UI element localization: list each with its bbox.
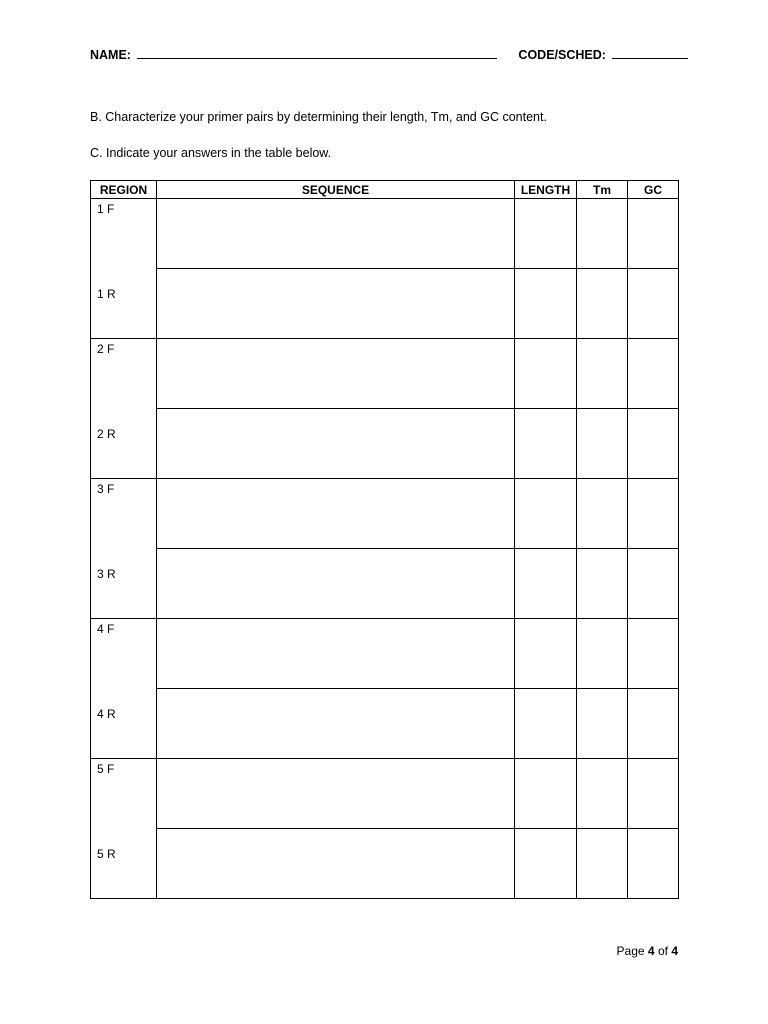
length-cell[interactable]	[515, 829, 577, 899]
sequence-cell[interactable]	[157, 409, 515, 479]
gc-cell[interactable]	[628, 759, 679, 829]
tm-cell[interactable]	[577, 549, 628, 619]
sequence-cell[interactable]	[157, 689, 515, 759]
column-header-region: REGION	[91, 181, 157, 199]
tm-cell[interactable]	[577, 829, 628, 899]
region-reverse-label: 5 R	[97, 847, 116, 861]
gc-cell[interactable]	[628, 339, 679, 409]
of-word: of	[657, 944, 668, 958]
column-header-length: LENGTH	[515, 181, 577, 199]
region-cell	[91, 479, 157, 619]
tm-cell[interactable]	[577, 689, 628, 759]
tm-cell[interactable]	[577, 269, 628, 339]
page-total: 4	[671, 944, 678, 958]
column-header-sequence: SEQUENCE	[157, 181, 515, 199]
length-cell[interactable]	[515, 409, 577, 479]
page-current: 4	[647, 944, 655, 958]
sequence-cell[interactable]	[157, 339, 515, 409]
region-cell	[91, 199, 157, 339]
region-reverse-label: 2 R	[97, 427, 116, 441]
page-word: Page	[616, 944, 645, 958]
table-row	[91, 829, 679, 899]
gc-cell[interactable]	[628, 549, 679, 619]
sequence-cell[interactable]	[157, 619, 515, 689]
region-reverse-label: 3 R	[97, 567, 116, 581]
sequence-cell[interactable]	[157, 549, 515, 619]
column-header-gc: GC	[628, 181, 679, 199]
gc-cell[interactable]	[628, 479, 679, 549]
table-row	[91, 759, 679, 829]
length-cell[interactable]	[515, 199, 577, 269]
table-row	[91, 199, 679, 269]
table-row	[91, 479, 679, 549]
table-row	[91, 619, 679, 689]
gc-cell[interactable]	[628, 619, 679, 689]
gc-cell[interactable]	[628, 829, 679, 899]
tm-cell[interactable]	[577, 199, 628, 269]
table-row	[91, 339, 679, 409]
column-header-tm: Tm	[577, 181, 628, 199]
region-cell	[91, 759, 157, 899]
length-cell[interactable]	[515, 759, 577, 829]
tm-cell[interactable]	[577, 619, 628, 689]
length-cell[interactable]	[515, 479, 577, 549]
sequence-cell[interactable]	[157, 479, 515, 549]
tm-cell[interactable]	[577, 479, 628, 549]
table-row	[91, 409, 679, 479]
gc-cell[interactable]	[628, 689, 679, 759]
gc-cell[interactable]	[628, 409, 679, 479]
code-sched-label: CODE/SCHED:	[518, 48, 606, 62]
sequence-cell[interactable]	[157, 829, 515, 899]
answer-table	[90, 180, 679, 899]
region-forward-label: 3 F	[97, 482, 115, 496]
table-body	[91, 199, 679, 899]
code-sched-blank[interactable]	[612, 46, 688, 59]
region-cell	[91, 339, 157, 479]
region-forward-label: 4 F	[97, 622, 115, 636]
region-cell	[91, 619, 157, 759]
gc-cell[interactable]	[628, 269, 679, 339]
length-cell[interactable]	[515, 339, 577, 409]
tm-cell[interactable]	[577, 409, 628, 479]
sequence-cell[interactable]	[157, 199, 515, 269]
instruction-c: C. Indicate your answers in the table below.	[90, 146, 332, 160]
tm-cell[interactable]	[577, 759, 628, 829]
page-footer	[617, 944, 678, 958]
instruction-b: B. Characterize your primer pairs by determining their length, Tm, and GC content.	[90, 110, 547, 124]
table-header-row	[91, 181, 679, 199]
name-label: NAME:	[90, 48, 131, 62]
length-cell[interactable]	[515, 619, 577, 689]
gc-cell[interactable]	[628, 199, 679, 269]
sequence-cell[interactable]	[157, 759, 515, 829]
length-cell[interactable]	[515, 269, 577, 339]
table-row	[91, 269, 679, 339]
region-forward-label: 2 F	[97, 342, 115, 356]
length-cell[interactable]	[515, 549, 577, 619]
region-reverse-label: 1 R	[97, 287, 116, 301]
tm-cell[interactable]	[577, 339, 628, 409]
length-cell[interactable]	[515, 689, 577, 759]
table-row	[91, 689, 679, 759]
table-row	[91, 549, 679, 619]
header-line	[90, 46, 680, 62]
sequence-cell[interactable]	[157, 269, 515, 339]
region-reverse-label: 4 R	[97, 707, 116, 721]
region-forward-label: 1 F	[97, 202, 115, 216]
name-blank[interactable]	[137, 46, 497, 59]
region-forward-label: 5 F	[97, 762, 115, 776]
